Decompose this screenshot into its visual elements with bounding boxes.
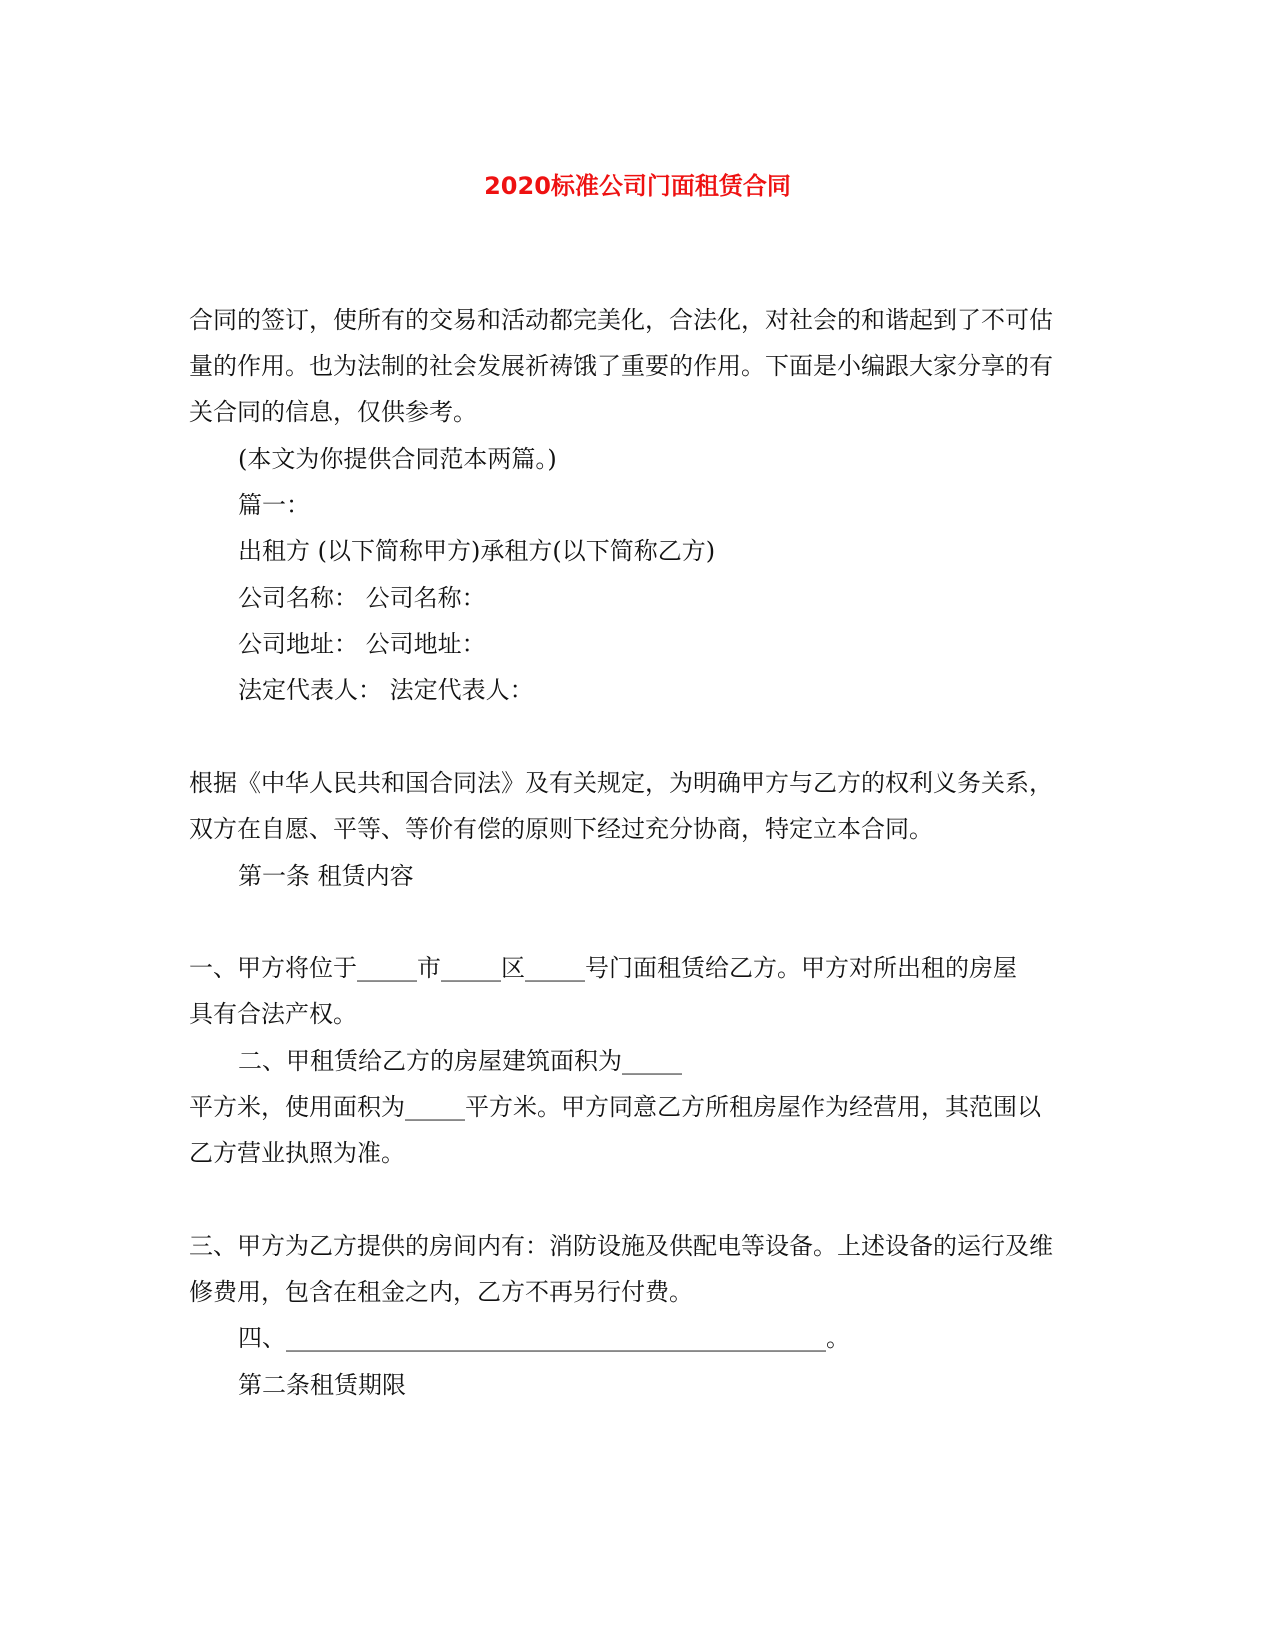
section-heading: 第一条 租赁内容	[238, 862, 414, 890]
paragraph-line: 合同的签订，使所有的交易和活动都完美化，合法化，对社会的和谐起到了不可估	[189, 306, 1053, 334]
document-title: 2020标准公司门面租赁合同	[484, 172, 791, 200]
paragraph-line: 双方在自愿、平等、等价有偿的原则下经过充分协商，特定立本合同。	[189, 815, 933, 843]
paragraph-line: 平方米，使用面积为_____平方米。甲方同意乙方所租房屋作为经营用，其范围以	[189, 1093, 1041, 1121]
paragraph-line: 一、甲方将位于_____市_____区_____号门面租赁给乙方。甲方对所出租的房屋	[189, 954, 1017, 982]
paragraph-line: 四、_____________________________________________。	[238, 1324, 850, 1352]
paragraph-line: 法定代表人： 法定代表人：	[238, 676, 534, 704]
section-heading: 第二条租赁期限	[238, 1371, 406, 1399]
paragraph-line: 出租方 (以下简称甲方)承租方(以下简称乙方)	[238, 537, 716, 565]
paragraph-line: 公司地址： 公司地址：	[238, 630, 486, 658]
paragraph-line: 根据《中华人民共和国合同法》及有关规定，为明确甲方与乙方的权利义务关系，	[189, 769, 1053, 797]
paragraph-line: 篇一：	[238, 491, 310, 519]
paragraph-line: 量的作用。也为法制的社会发展祈祷饿了重要的作用。下面是小编跟大家分享的有	[189, 352, 1053, 380]
paragraph-line: 关合同的信息，仅供参考。	[189, 398, 477, 426]
paragraph-line: 二、甲租赁给乙方的房屋建筑面积为_____	[238, 1047, 682, 1075]
paragraph-line: 三、甲方为乙方提供的房间内有：消防设施及供配电等设备。上述设备的运行及维	[189, 1232, 1053, 1260]
paragraph-line: 具有合法产权。	[189, 1000, 357, 1028]
paragraph-line: 公司名称： 公司名称：	[238, 584, 486, 612]
paragraph-line: 乙方营业执照为准。	[189, 1139, 405, 1167]
paragraph-line: (本文为你提供合同范本两篇。)	[238, 445, 557, 473]
paragraph-line: 修费用，包含在租金之内，乙方不再另行付费。	[189, 1278, 693, 1306]
